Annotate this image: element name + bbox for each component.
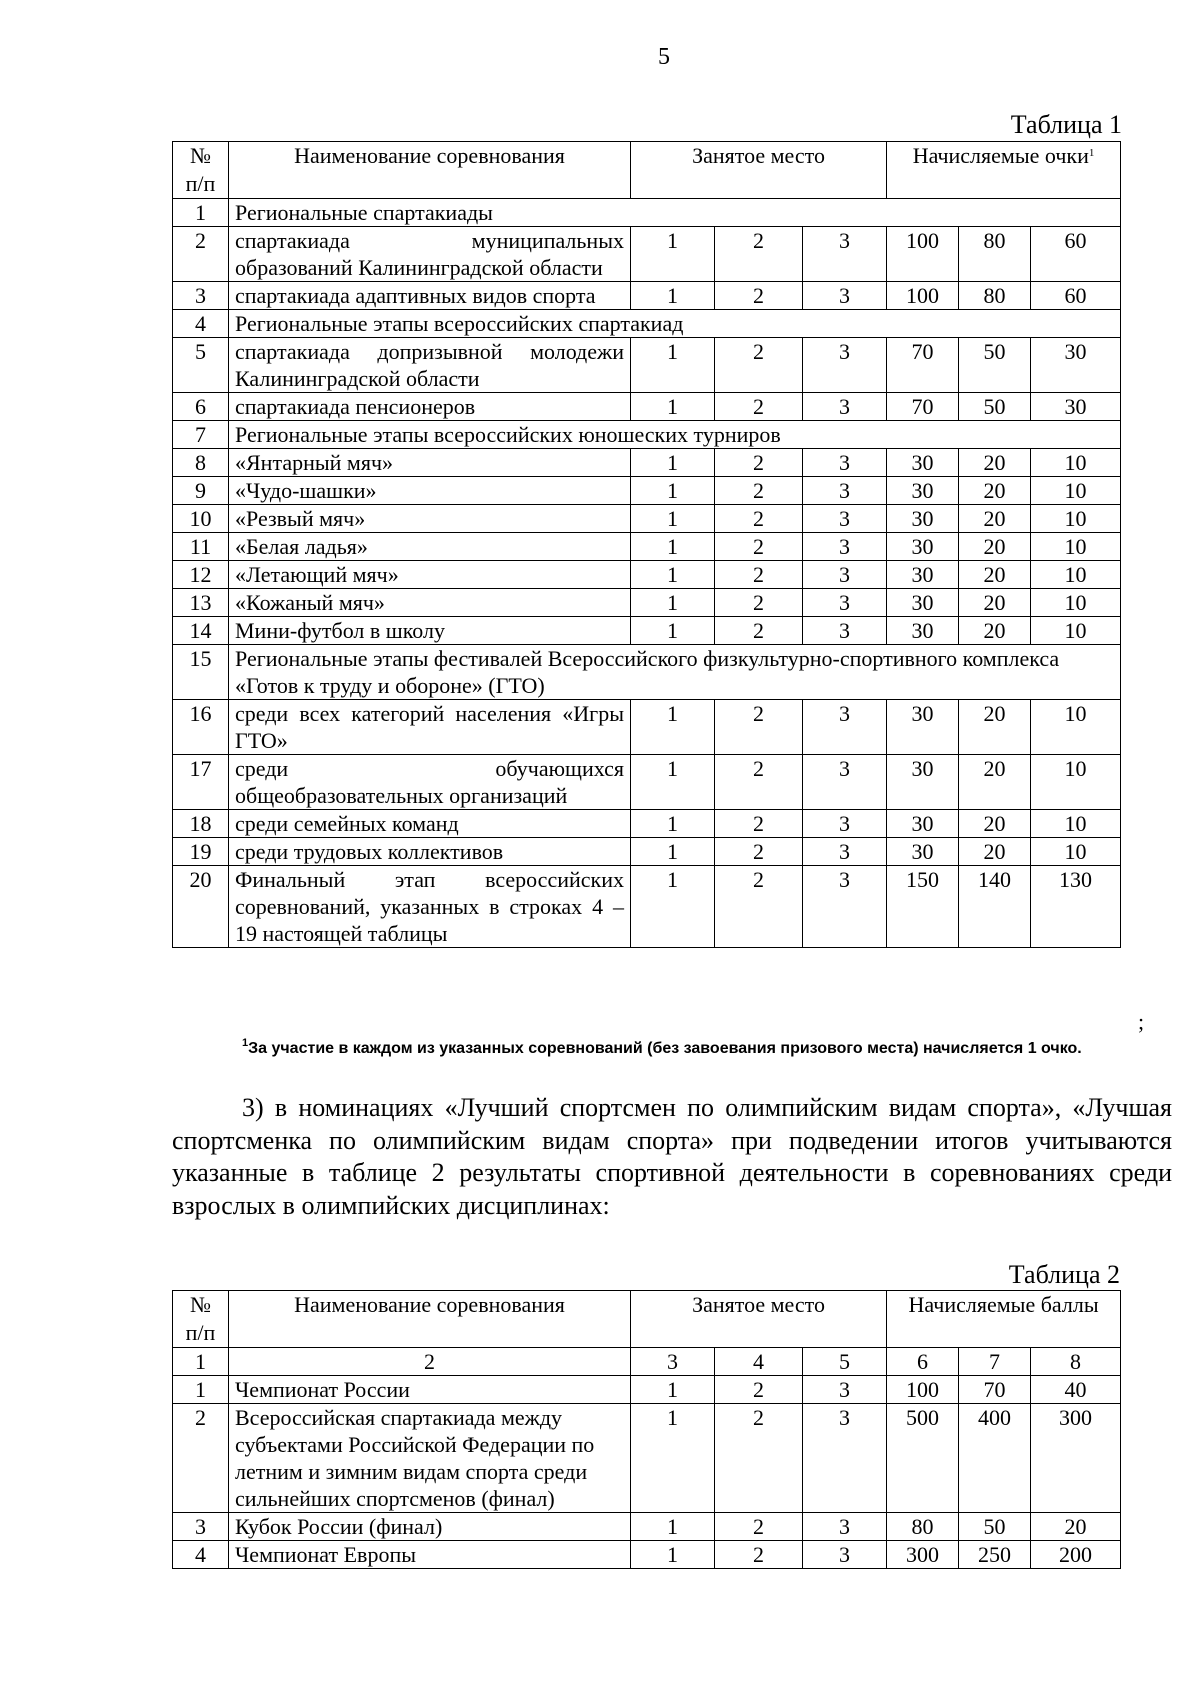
row-number: 4 [173,310,229,338]
place-2: 2 [715,282,803,310]
points-3: 300 [1031,1404,1121,1513]
place-3: 3 [803,589,887,617]
t2-header-name: Наименование соревнования [229,1291,631,1348]
place-1: 1 [631,533,715,561]
place-2: 2 [715,533,803,561]
competition-name: Чемпионат России [229,1376,631,1404]
points-1: 30 [887,505,959,533]
t1-header-place: Занятое место [631,142,887,199]
points-3: 10 [1031,505,1121,533]
points-1: 100 [887,282,959,310]
row-number: 4 [173,1541,229,1569]
points-2: 80 [959,282,1031,310]
points-3: 10 [1031,838,1121,866]
points-2: 20 [959,533,1031,561]
points-2: 20 [959,449,1031,477]
row-number: 10 [173,505,229,533]
table1-caption: Таблица 1 [1010,110,1122,139]
table1-row [173,700,1121,755]
table1-row [173,338,1121,393]
table1-row [173,282,1121,310]
competition-name: среди обучающихся общеобразовательных организаций [229,755,631,810]
place-3: 3 [803,393,887,421]
row-number: 3 [173,282,229,310]
points-2: 20 [959,617,1031,645]
t2-header-place: Занятое место [631,1291,887,1348]
place-2: 2 [715,338,803,393]
table2 [172,1290,1121,1569]
place-1: 1 [631,866,715,948]
place-3: 3 [803,533,887,561]
place-3: 3 [803,755,887,810]
competition-name: Всероссийская спартакиада между субъектами Российской Федерации по летним и зимним видам спорта среди сильнейших спортсменов (финал) [229,1404,631,1513]
paragraph-3 [172,1092,1172,1222]
place-2: 2 [715,589,803,617]
t1-header-points-label: Начисляемые очки [912,143,1089,168]
competition-name: среди семейных команд [229,810,631,838]
place-1: 1 [631,838,715,866]
points-1: 30 [887,589,959,617]
points-2: 20 [959,810,1031,838]
section-title: Региональные этапы всероссийских спартакиад [229,310,1121,338]
place-1: 1 [631,1376,715,1404]
paragraph-3-text: 3) в номинациях «Лучший спортсмен по олимпийским видам спорта», «Лучшая спортсменка по олимпийским видам спорта» при подведении итогов учитываются указанные в таблице 2 результаты спортивной деятельности в соревнованиях среди взрослых в олимпийских дисциплинах: [172,1093,1172,1220]
row-number: 18 [173,810,229,838]
row-number: 13 [173,589,229,617]
place-1: 1 [631,393,715,421]
points-3: 200 [1031,1541,1121,1569]
row-number: 2 [173,227,229,282]
points-2: 20 [959,477,1031,505]
place-2: 2 [715,1513,803,1541]
t1-footnote-ref: 1 [1088,147,1095,159]
place-3: 3 [803,1404,887,1513]
points-2: 80 [959,227,1031,282]
points-2: 20 [959,838,1031,866]
points-3: 30 [1031,338,1121,393]
place-1: 1 [631,700,715,755]
points-3: 30 [1031,393,1121,421]
points-3: 10 [1031,477,1121,505]
row-number: 1 [173,1376,229,1404]
place-2: 2 [715,477,803,505]
points-2: 20 [959,561,1031,589]
row-number: 11 [173,533,229,561]
competition-name: спартакиада муниципальных образований Калининградской области [229,227,631,282]
t1-header-points [887,142,1121,199]
place-3: 3 [803,866,887,948]
competition-name: спартакиада допризывной молодежи Калининградской области [229,338,631,393]
table1-row [173,589,1121,617]
points-3: 130 [1031,866,1121,948]
row-number: 8 [173,449,229,477]
competition-name: «Резвый мяч» [229,505,631,533]
competition-name: спартакиада пенсионеров [229,393,631,421]
page-number: 5 [658,44,670,70]
table1-section-row [173,645,1121,700]
table1-row [173,838,1121,866]
place-3: 3 [803,449,887,477]
competition-name: Кубок России (финал) [229,1513,631,1541]
place-2: 2 [715,505,803,533]
table1-body [173,199,1121,948]
table1-row [173,561,1121,589]
table2-row [173,1513,1121,1541]
column-number: 7 [959,1348,1031,1376]
points-3: 60 [1031,227,1121,282]
row-number: 1 [173,199,229,227]
place-3: 3 [803,838,887,866]
column-number: 4 [715,1348,803,1376]
competition-name: «Янтарный мяч» [229,449,631,477]
points-1: 70 [887,338,959,393]
place-1: 1 [631,477,715,505]
row-number: 7 [173,421,229,449]
competition-name: Финальный этап всероссийских соревнований, указанных в строках 4 – 19 настоящей таблицы [229,866,631,948]
row-number: 15 [173,645,229,700]
points-1: 30 [887,755,959,810]
table1-row [173,227,1121,282]
points-3: 10 [1031,533,1121,561]
table2-row [173,1376,1121,1404]
competition-name: Мини-футбол в школу [229,617,631,645]
table1-row [173,533,1121,561]
place-1: 1 [631,338,715,393]
points-1: 100 [887,227,959,282]
place-1: 1 [631,227,715,282]
table1 [172,141,1121,948]
place-2: 2 [715,1541,803,1569]
points-3: 10 [1031,700,1121,755]
table1-row [173,477,1121,505]
table1-footnote [242,1037,1082,1058]
table1-section-row [173,421,1121,449]
points-1: 30 [887,700,959,755]
table1-row [173,505,1121,533]
points-1: 100 [887,1376,959,1404]
row-number: 17 [173,755,229,810]
place-1: 1 [631,810,715,838]
points-1: 30 [887,449,959,477]
points-3: 10 [1031,561,1121,589]
row-number: 16 [173,700,229,755]
place-3: 3 [803,1541,887,1569]
points-1: 300 [887,1541,959,1569]
place-3: 3 [803,561,887,589]
place-3: 3 [803,700,887,755]
place-3: 3 [803,282,887,310]
place-3: 3 [803,505,887,533]
column-number: 5 [803,1348,887,1376]
place-3: 3 [803,338,887,393]
table2-column-numbers-row [173,1348,1121,1376]
place-1: 1 [631,449,715,477]
points-1: 30 [887,810,959,838]
table1-section-row [173,199,1121,227]
place-2: 2 [715,393,803,421]
place-2: 2 [715,838,803,866]
points-2: 70 [959,1376,1031,1404]
row-number: 6 [173,393,229,421]
competition-name: спартакиада адаптивных видов спорта [229,282,631,310]
row-number: 5 [173,338,229,393]
points-2: 20 [959,700,1031,755]
footnote-mark: 1 [242,1037,249,1049]
table2-body [173,1348,1121,1569]
competition-name: «Чудо-шашки» [229,477,631,505]
section-title: Региональные этапы всероссийских юношеских турниров [229,421,1121,449]
place-2: 2 [715,1404,803,1513]
competition-name: «Белая ладья» [229,533,631,561]
points-3: 10 [1031,755,1121,810]
points-3: 20 [1031,1513,1121,1541]
points-2: 140 [959,866,1031,948]
place-1: 1 [631,505,715,533]
points-2: 20 [959,505,1031,533]
competition-name: «Кожаный мяч» [229,589,631,617]
competition-name: среди всех категорий населения «Игры ГТО» [229,700,631,755]
row-number: 2 [173,1404,229,1513]
points-2: 50 [959,393,1031,421]
row-number: 3 [173,1513,229,1541]
place-2: 2 [715,561,803,589]
place-3: 3 [803,477,887,505]
column-number: 2 [229,1348,631,1376]
points-3: 60 [1031,282,1121,310]
row-number: 9 [173,477,229,505]
t2-header-points: Начисляемые баллы [887,1291,1121,1348]
points-2: 400 [959,1404,1031,1513]
table1-row [173,755,1121,810]
row-number: 19 [173,838,229,866]
column-number: 3 [631,1348,715,1376]
place-3: 3 [803,1376,887,1404]
place-1: 1 [631,755,715,810]
points-1: 30 [887,617,959,645]
place-2: 2 [715,755,803,810]
section-title: Региональные этапы фестивалей Всероссийского физкультурно-спортивного комплекса «Готов к труду и обороне» (ГТО) [229,645,1121,700]
row-number: 14 [173,617,229,645]
place-2: 2 [715,810,803,838]
points-1: 30 [887,838,959,866]
place-1: 1 [631,1404,715,1513]
points-3: 10 [1031,589,1121,617]
points-3: 40 [1031,1376,1121,1404]
points-3: 10 [1031,449,1121,477]
place-2: 2 [715,866,803,948]
place-2: 2 [715,227,803,282]
points-1: 70 [887,393,959,421]
place-1: 1 [631,1541,715,1569]
place-2: 2 [715,1376,803,1404]
points-3: 10 [1031,617,1121,645]
place-2: 2 [715,449,803,477]
place-1: 1 [631,1513,715,1541]
column-number: 6 [887,1348,959,1376]
table1-row [173,393,1121,421]
points-2: 20 [959,755,1031,810]
table1-header-row [173,142,1121,199]
section-title: Региональные спартакиады [229,199,1121,227]
points-1: 30 [887,533,959,561]
competition-name: Чемпионат Европы [229,1541,631,1569]
points-3: 10 [1031,810,1121,838]
points-1: 30 [887,561,959,589]
table1-trailing-semicolon: ; [1138,1009,1145,1034]
row-number: 12 [173,561,229,589]
competition-name: среди трудовых коллективов [229,838,631,866]
place-3: 3 [803,617,887,645]
place-2: 2 [715,617,803,645]
table1-row [173,449,1121,477]
column-number: 1 [173,1348,229,1376]
place-3: 3 [803,227,887,282]
column-number: 8 [1031,1348,1121,1376]
points-1: 150 [887,866,959,948]
competition-name: «Летающий мяч» [229,561,631,589]
t2-header-num: № п/п [173,1291,229,1348]
place-1: 1 [631,589,715,617]
row-number: 20 [173,866,229,948]
t1-header-name: Наименование соревнования [229,142,631,199]
points-1: 80 [887,1513,959,1541]
t1-header-num: № п/п [173,142,229,199]
place-3: 3 [803,1513,887,1541]
points-2: 50 [959,338,1031,393]
place-1: 1 [631,617,715,645]
place-1: 1 [631,282,715,310]
table1-row [173,866,1121,948]
place-1: 1 [631,561,715,589]
table1-row [173,617,1121,645]
points-2: 50 [959,1513,1031,1541]
table2-caption: Таблица 2 [1008,1260,1120,1289]
place-2: 2 [715,700,803,755]
footnote-text: За участие в каждом из указанных соревнований (без завоевания призового места) начисляется 1 очко. [248,1040,1082,1057]
points-2: 20 [959,589,1031,617]
points-1: 30 [887,477,959,505]
table1-row [173,810,1121,838]
table2-header-row [173,1291,1121,1348]
table1-section-row [173,310,1121,338]
points-2: 250 [959,1541,1031,1569]
table2-row [173,1404,1121,1513]
points-1: 500 [887,1404,959,1513]
place-3: 3 [803,810,887,838]
table2-row [173,1541,1121,1569]
